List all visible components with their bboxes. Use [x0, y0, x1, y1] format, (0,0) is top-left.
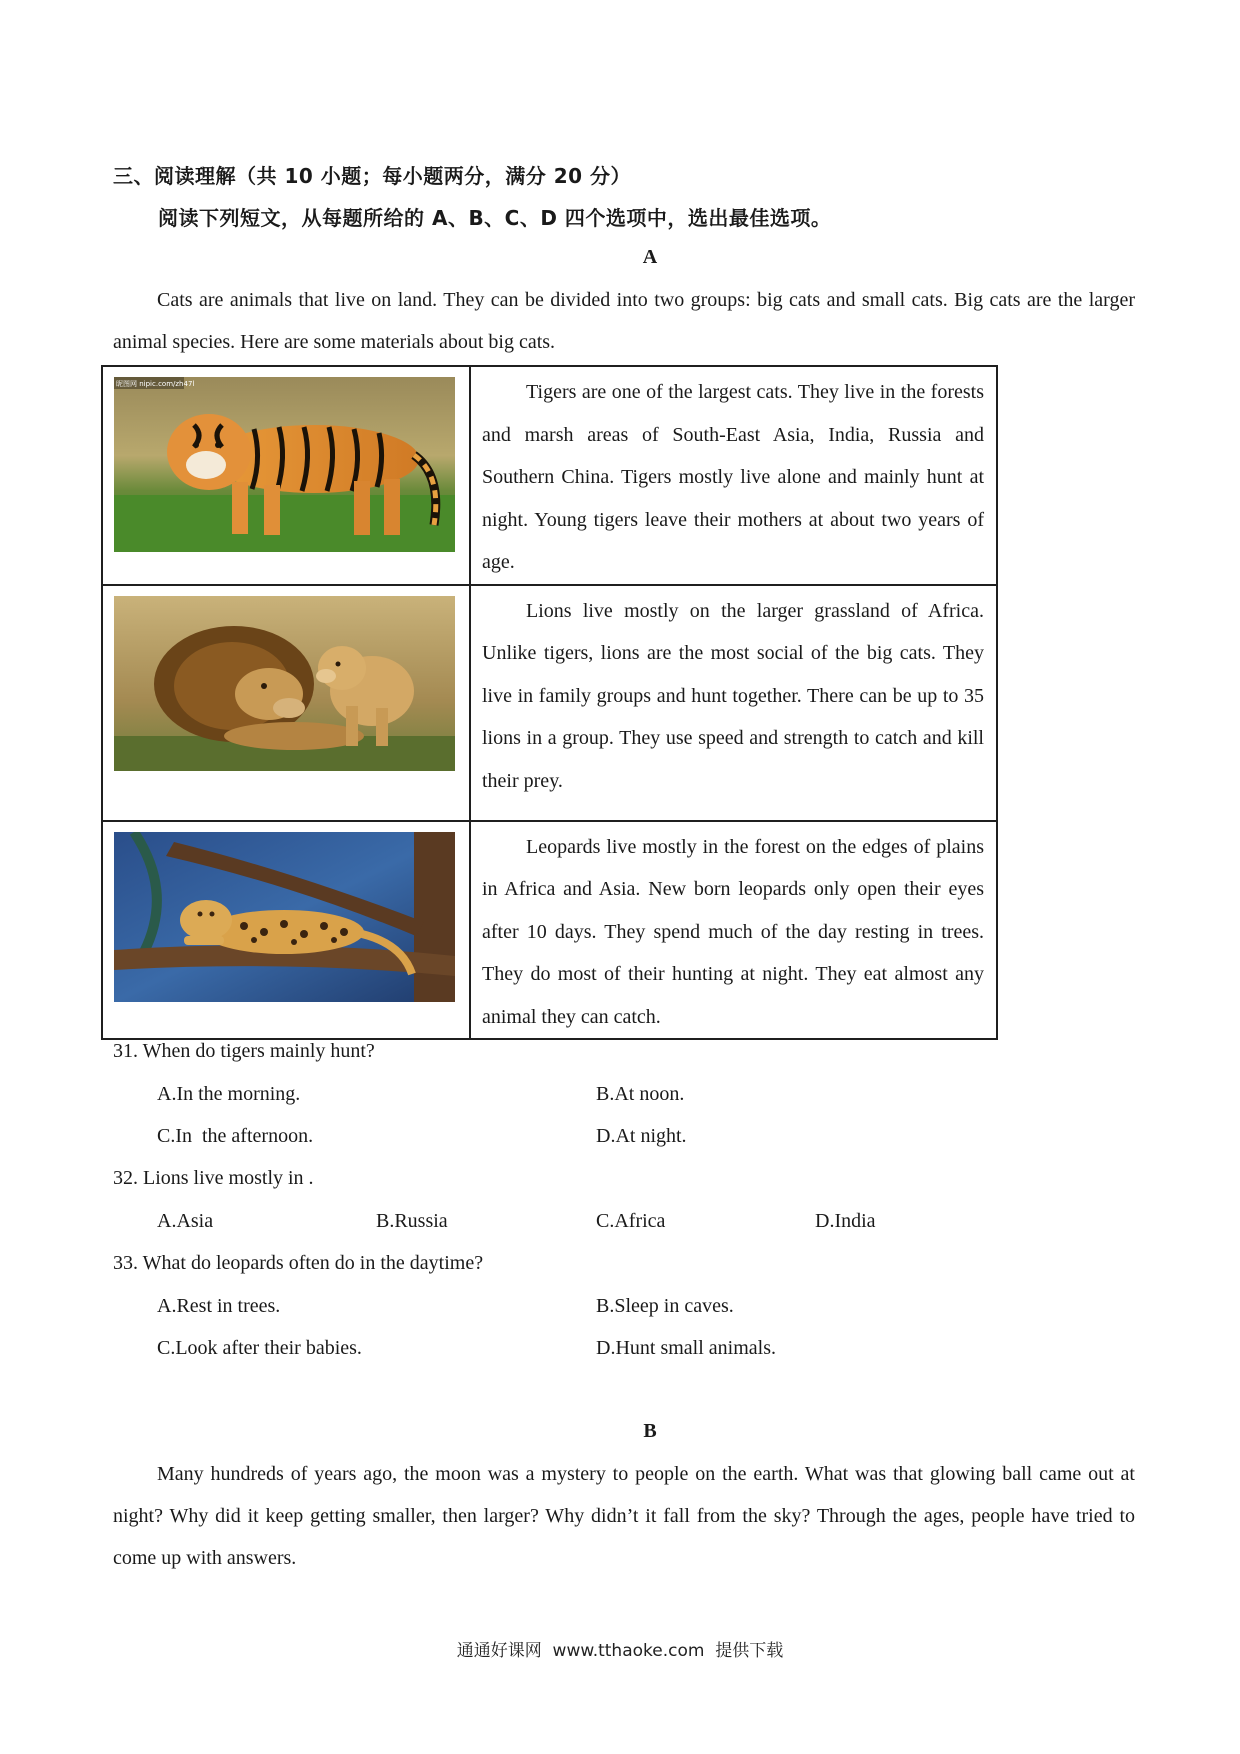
table-row-tiger: [102, 366, 997, 585]
leopard-description: Leopards live mostly in the forest on the edges of plains in Africa and Asia. New born leopards only open their eyes after 10 days. They spend much of the day resting in trees. They do most of their hunting at night. They eat almost any animal they can catch.: [482, 835, 984, 1028]
section-title: 三、阅读理解（共 10 小题；每小题两分，满分 20 分）: [113, 164, 632, 188]
leopard-image: [114, 832, 455, 1002]
passage-a-heading: A: [642, 246, 658, 268]
tiger-text-cell: [470, 366, 997, 585]
question-32-option-d[interactable]: D.India: [815, 1210, 876, 1232]
leopard-text-cell: [470, 821, 997, 1040]
question-32-option-a[interactable]: A.Asia: [157, 1210, 214, 1232]
section-instruction: 阅读下列短文，从每题所给的 A、B、C、D 四个选项中，选出最佳选项。: [158, 206, 832, 230]
question-33-stem: 33. What do leopards often do in the daytime?: [113, 1252, 484, 1274]
passage-b-heading: B: [643, 1420, 657, 1442]
tiger-watermark: 昵图网 nipic.com/zh47l: [116, 380, 195, 388]
tiger-image-cell: [102, 366, 470, 585]
passage-b-text: Many hundreds of years ago, the moon was a mystery to people on the earth. What was that glowing ball came out at night? Why did it keep getting smaller, then larger? Why didn’t it fall from the sky? Through the ages, people have tried to come up with answers.: [113, 1463, 1135, 1569]
question-31-option-a[interactable]: A.In the morning.: [157, 1083, 301, 1105]
table-row-leopard: [102, 821, 997, 1040]
tiger-description: Tigers are one of the largest cats. They live in the forests and marsh areas of South-East Asia, India, Russia and Southern China. Tigers mostly live alone and mainly hunt at night. Young tigers leave their mothers at about two years of age.: [482, 381, 984, 573]
leopard-image-cell: [102, 821, 470, 1040]
question-33-option-a[interactable]: A.Rest in trees.: [157, 1295, 281, 1317]
table-row-lions: [102, 585, 997, 821]
question-31-option-d[interactable]: D.At night.: [596, 1125, 687, 1147]
question-32-option-b[interactable]: B.Russia: [376, 1210, 448, 1232]
question-33-option-d[interactable]: D.Hunt small animals.: [596, 1337, 776, 1359]
question-31-option-c[interactable]: C.In the afternoon.: [157, 1125, 314, 1147]
question-31-option-b[interactable]: B.At noon.: [596, 1083, 685, 1105]
question-32-stem: 32. Lions live mostly in .: [113, 1167, 314, 1189]
question-33-option-c[interactable]: C.Look after their babies.: [157, 1337, 362, 1359]
big-cats-table: [101, 365, 998, 1040]
question-33-option-b[interactable]: B.Sleep in caves.: [596, 1295, 734, 1317]
question-32-option-c[interactable]: C.Africa: [596, 1210, 666, 1232]
lions-image: [114, 596, 455, 771]
footer-credit: 通通好课网 www.tthaoke.com 提供下载: [456, 1641, 784, 1661]
lions-description: Lions live mostly on the larger grassland of Africa. Unlike tigers, lions are the most social of the big cats. They live in family groups and hunt together. There can be up to 35 lions in a group. They use speed and strength to catch and kill their prey.: [482, 599, 984, 792]
tiger-image: [114, 377, 455, 552]
passage-a-intro: Cats are animals that live on land. They can be divided into two groups: big cats and small cats. Big cats are the larger animal species. Here are some materials about big cats.: [113, 289, 1135, 353]
question-31-stem: 31. When do tigers mainly hunt?: [113, 1040, 375, 1062]
lions-text-cell: [470, 585, 997, 821]
lions-image-cell: [102, 585, 470, 821]
